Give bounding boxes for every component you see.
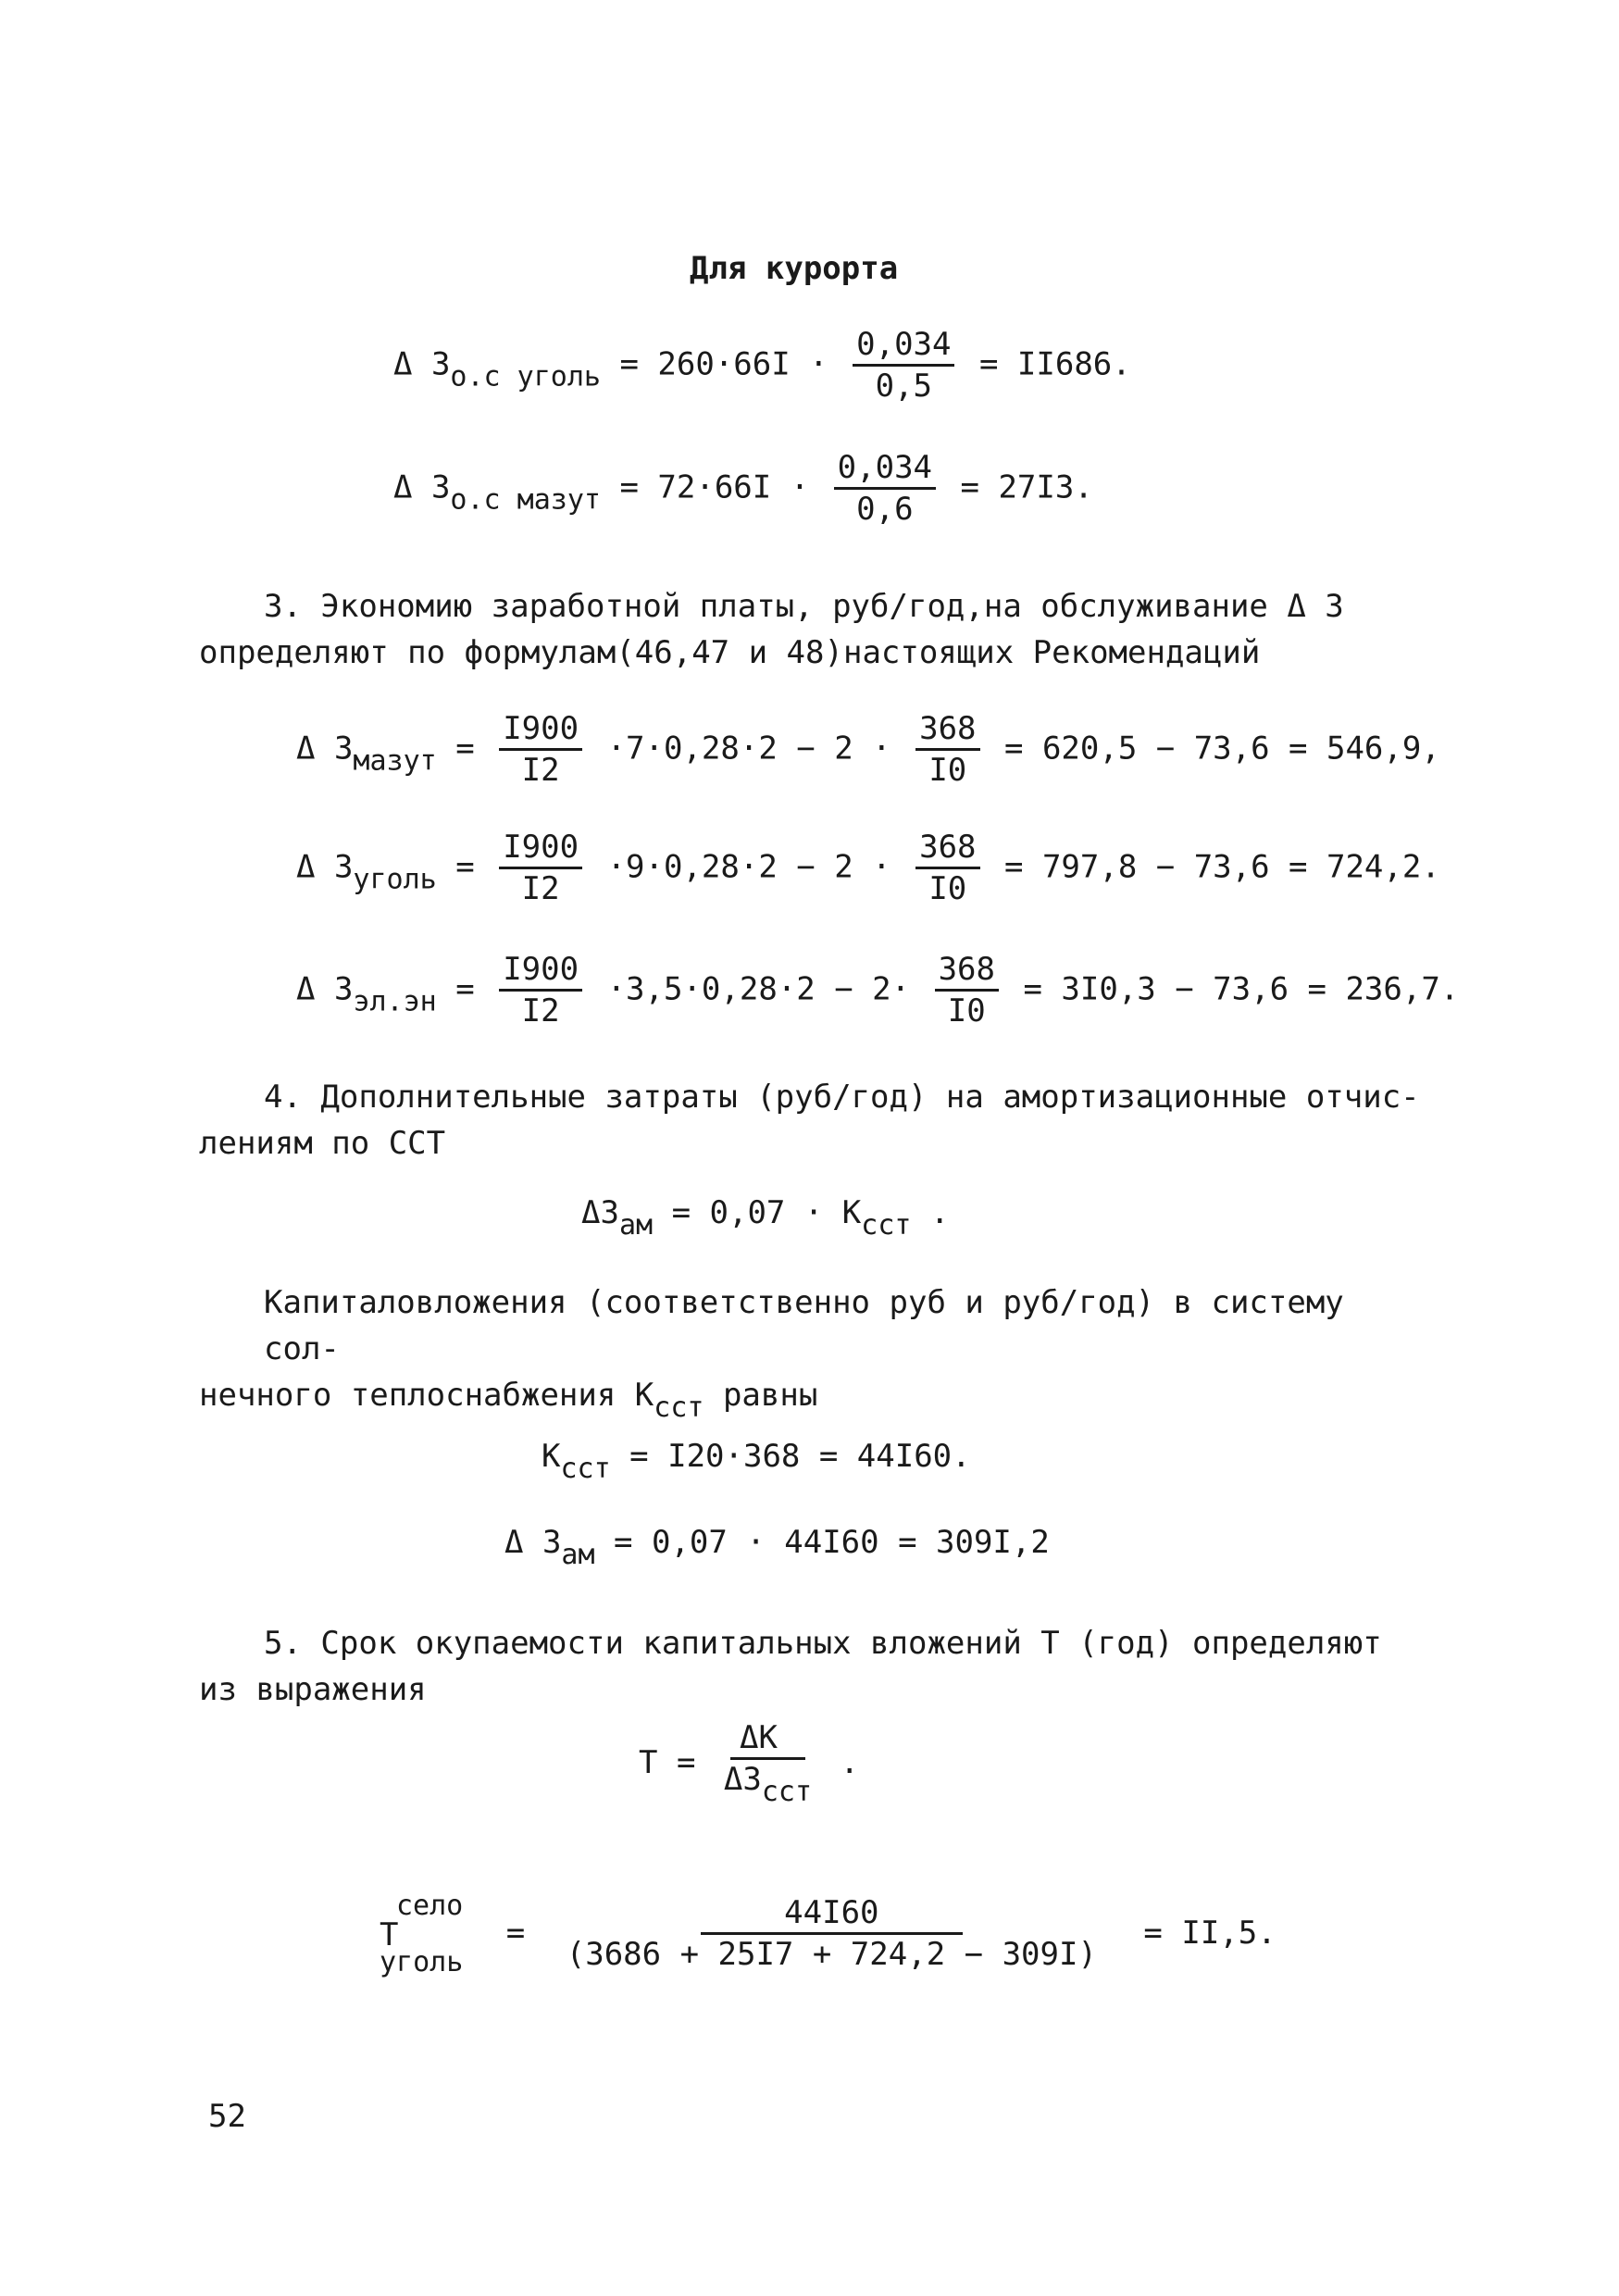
eq-mid: ·9·0,28·2 − 2 ·: [606, 848, 891, 886]
equation-amort-value: [504, 1526, 1050, 1570]
eq-lhs: Δ З: [393, 468, 451, 506]
fraction: [915, 710, 979, 789]
equation-zp-ugol: [296, 831, 1440, 905]
denominator: I0: [928, 751, 967, 789]
fraction: [853, 326, 954, 405]
eq-sub: о.с уголь: [450, 360, 601, 393]
eq-lhs: Δ З: [296, 730, 354, 767]
numerator: ΔК: [730, 1722, 805, 1760]
paragraph-5: [199, 1620, 1430, 1713]
subscript: сст: [654, 1391, 704, 1424]
eq-equals: =: [505, 1915, 526, 1953]
denominator: [720, 1760, 816, 1807]
paragraph-line: из выражения: [199, 1671, 427, 1708]
eq-equals: =: [455, 848, 475, 886]
fraction: [935, 951, 999, 1029]
numerator: I900: [499, 831, 582, 869]
numerator: 368: [915, 713, 979, 751]
t-sub: уголь: [380, 1945, 464, 1978]
equation-payback-selo: [380, 1890, 1277, 1978]
t-sup: село: [396, 1890, 464, 1922]
eq-mid: = 0,07 · К: [671, 1194, 862, 1231]
equation-zp-elen: [296, 951, 1460, 1029]
eq-sub: о.с мазут: [450, 483, 601, 517]
paragraph-capital: [199, 1279, 1430, 1431]
eq-lhs: К: [542, 1438, 561, 1475]
eq-lhs: Т =: [639, 1744, 696, 1782]
eq-rhs: = 3I0,3 − 73,6 = 236,7.: [1023, 970, 1460, 1008]
numerator: I900: [499, 713, 582, 751]
denominator: I2: [521, 992, 560, 1029]
numerator: 368: [915, 831, 979, 869]
eq-lhs: Δ З: [296, 970, 354, 1008]
eq-mid: ·3,5·0,28·2 − 2·: [606, 970, 911, 1008]
eq-sub: сст: [560, 1453, 611, 1485]
paragraph-line: определяют по формулам(46,47 и 48)настоящих Рекомендаций: [199, 634, 1261, 671]
fraction: [563, 1894, 1101, 1974]
eq-lhs: Δ З: [504, 1524, 562, 1561]
numerator: I900: [499, 954, 582, 992]
denominator: 0,6: [856, 490, 914, 528]
numerator: 368: [935, 954, 999, 992]
equation-zp-mazut: [296, 710, 1440, 789]
eq-rhs: .: [929, 1194, 950, 1231]
numerator: 0,034: [853, 329, 954, 367]
equation-k: [542, 1440, 971, 1484]
eq-mid: ·7·0,28·2 − 2 ·: [606, 730, 891, 767]
fraction: [499, 710, 582, 789]
eq-sub: ам: [618, 1209, 654, 1242]
eq-equals: =: [455, 970, 475, 1008]
paragraph-line: Капиталовложения (соответственно руб и руб/год) в систему сол-: [264, 1284, 1344, 1367]
page-number: 52: [208, 2098, 246, 2135]
eq-lhs: Δ З: [296, 848, 354, 886]
denominator: I2: [521, 869, 560, 907]
equation-amort: [581, 1196, 949, 1241]
eq-rhs: = 797,8 − 73,6 = 724,2.: [1004, 848, 1440, 886]
eq-rhs: = 27I3.: [960, 468, 1093, 506]
fraction: [499, 831, 582, 905]
eq-mid: = 260·66I ·: [619, 345, 828, 383]
paragraph-line: лениям по ССТ: [199, 1125, 446, 1162]
text-run: равны: [704, 1377, 818, 1414]
eq-lhs: ΔЗ: [581, 1194, 619, 1231]
fraction: [915, 831, 979, 905]
eq-rhs: = 0,07 · 44I60 = 309I,2: [614, 1524, 1050, 1561]
text-run: нечного теплоснабжения К: [199, 1377, 654, 1414]
eq-rhs: = II686.: [978, 345, 1131, 383]
paragraph-line: 4. Дополнительные затраты (руб/год) на амортизационные отчис-: [264, 1079, 1420, 1116]
eq-rhs: = II,5.: [1143, 1915, 1277, 1953]
eq-sub: ам: [561, 1539, 595, 1571]
t-main: [380, 1915, 464, 1978]
denominator: 0,5: [875, 367, 933, 405]
paragraph-line: 5. Срок окупаемости капитальных вложений Т (год) определяют: [264, 1625, 1382, 1662]
fraction: [499, 951, 582, 1029]
equation-os-mazut: [393, 449, 1093, 528]
paragraph-line: 3. Экономию заработной платы, руб/год,на обслуживание Δ З: [264, 588, 1344, 625]
numerator: 44I60: [701, 1897, 962, 1935]
eq-rhs: = 620,5 − 73,6 = 546,9,: [1004, 730, 1440, 767]
t-label: [380, 1890, 464, 1978]
eq-equals: =: [455, 730, 475, 767]
t-letter: Т: [380, 1915, 399, 1953]
den-main: ΔЗ: [723, 1760, 762, 1798]
equation-payback: [639, 1719, 860, 1808]
eq-sub: сст: [861, 1209, 912, 1242]
eq-rhs: = I20·368 = 44I60.: [629, 1438, 971, 1475]
denominator: (3686 + 25I7 + 724,2 − 309I): [566, 1936, 1097, 1974]
paragraph-4: [199, 1074, 1430, 1167]
eq-rhs: .: [840, 1744, 860, 1782]
section-heading: Для курорта: [690, 250, 899, 287]
eq-sub: эл.эн: [353, 985, 437, 1018]
numerator: 0,034: [834, 452, 936, 490]
equation-os-ugol: [393, 326, 1131, 405]
denominator: I0: [928, 869, 967, 907]
fraction: [834, 449, 936, 528]
paragraph-line: [199, 1372, 1430, 1431]
denominator: I2: [521, 751, 560, 789]
eq-sub: уголь: [353, 863, 437, 896]
denominator: I0: [947, 992, 986, 1029]
eq-lhs: Δ З: [393, 345, 451, 383]
eq-mid: = 72·66I ·: [619, 468, 810, 506]
paragraph-3: [199, 583, 1430, 676]
eq-sub: мазут: [353, 744, 437, 778]
den-sub: сст: [761, 1775, 813, 1808]
fraction: [720, 1719, 816, 1808]
